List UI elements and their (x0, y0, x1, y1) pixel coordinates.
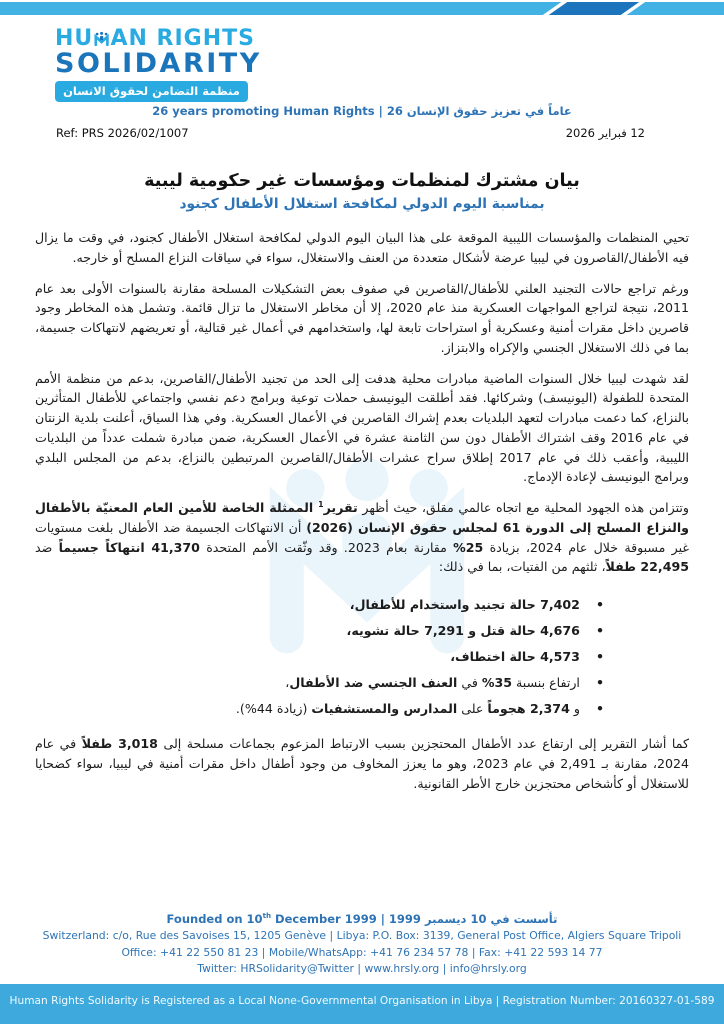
logo-text-hu: HU (55, 26, 94, 51)
reference-number: Ref: PRS 2026/02/1007 (56, 126, 189, 140)
title-block (0, 170, 724, 214)
list-item-recruitment: • 7,402 حالة تجنيد واستخدام للأطفال، (35, 592, 604, 618)
org-logo (55, 26, 262, 102)
bullet-icon: • (595, 648, 604, 664)
bullet-icon: • (595, 674, 604, 690)
logo-wordmark-human-rights (55, 27, 255, 50)
paragraph-un-report: وتتزامن هذه الجهود المحلية مع اتجاه عالمي مقلق، حيث أظهر تقرير$^1$ الممثلة الخاصة للأمين العام المعنيّة بالأطفال والنزاع المسلح إلى الدورة 61 لمجلس حقوق الإنسان (2026) أن الانتهاكات الجسيمة ضد الأطفال بلغت مستويات غير مسبوقة خلال عام 2024، بزيادة 25% مقارنة بعام 2023. وقد وثّقت الأمم المتحدة 41,370 انتهاكاً جسيماً ضد 22,495 طفلاً، ثلثهم من الفتيات، بما في ذلك: (35, 500, 689, 575)
registration-bar (0, 984, 724, 1024)
logo-text-an-rights: AN RIGHTS (110, 26, 255, 51)
logo-wordmark-solidarity: SOLIDARITY (55, 48, 262, 79)
paragraph-greeting: تحيي المنظمات والمؤسسات الليبية الموقعة على هذا البيان اليوم الدولي لمكافحة استغلال الأطفال كجنود، في وقت ما يزال فيه الأطفال/القاصرون في ليبيا عرضة لأشكال متعددة من العنف والاستغلال، سواء في سياقات النزاع المسلح أو خارجه. (35, 230, 689, 265)
statement-subtitle: بمناسبة اليوم الدولي لمكافحة استغلال الأطفال كجنود (179, 195, 545, 212)
reference-row (0, 126, 724, 144)
logo-arabic-band: منظمة التضامن لحقوق الانسان (55, 81, 248, 102)
list-item-sexual-violence: • ارتفاع بنسبة 35% في العنف الجنسي ضد الأطفال، (35, 670, 604, 696)
list-item-abduction: • 4,573 حالة اختطاف، (35, 644, 604, 670)
list-item-attacks-schools: • و 2,374 هجوماً على المدارس والمستشفيات (زيادة 44%). (35, 696, 604, 722)
address-line-3: Twitter: HRSolidarity@Twitter | www.hrsly.org | info@hrsly.org (197, 961, 527, 975)
violations-list (35, 592, 689, 721)
document-date: 12 فبراير 2026 (565, 126, 645, 140)
list-item-killing-maiming: • 4,676 حالة قتل و 7,291 حالة تشويه، (35, 618, 604, 644)
address-line-1: Switzerland: c/o, Rue des Savoises 15, 1205 Genève | Libya: P.O. Box: 3139, General Post Office, Algiers Square Tripoli (42, 929, 682, 943)
paragraph-local-initiatives: لقد شهدت ليبيا خلال السنوات الماضية مبادرات محلية هدفت إلى الحد من تجنيد الأطفال/القاصرين، بدعم من منظمة الأمم المتحدة للطفولة (اليونيسف) وشركائها. فقد أطلقت اليونيسف حملات توعية وبرامج دعم نفسي واجتماعي للأطفال المتأثرين بالنزاع، كما دعمت مبادرات لتعهد البلديات بعدم إشراك القاصرين في الأعمال العسكرية. وفي هذا السياق، أعلنت بلدية الزنتان في عام 2016 وقف اشتراك الأطفال دون سن الثامنة عشرة في الأعمال العسكرية، ضمن مبادرة شملت عدداً من البلديات الليبية، وأعقب ذلك في عام 2017 إطلاق سراح عشرات الأطفال/القاصرين المرتبطين بالنزاع، بدعم من المجلس البلدي وبرامج اليونيسف لإعادة الإدماج. (35, 370, 690, 485)
paragraph-detained-children: كما أشار التقرير إلى ارتفاع عدد الأطفال المحتجزين بسبب الارتباط المزعوم بجماعات مسلحة إلى 3,018 طفلاً في عام 2024، مقارنة بـ 2,491 في عام 2023، وهو ما يعزز المخاوف من وجود أطفال داخل مقرات أمنية في ليبيا، سواء كضحايا للاستغلال أو كأشخاص محتجزين خارج الأطر القانونية. (35, 736, 689, 791)
bullet-icon: • (595, 597, 604, 613)
statement-title: بيان مشترك لمنظمات ومؤسسات غير حكومية ليبية (144, 171, 580, 191)
people-m-icon (94, 27, 109, 50)
statement-body (35, 228, 689, 805)
bullet-icon: • (595, 623, 604, 639)
address-line-2: Office: +41 22 550 81 23 | Mobile/WhatsApp: +41 76 234 57 78 | Fax: +41 22 593 14 77 (121, 945, 603, 959)
anniversary-tagline: 26 years promoting Human Rights | 26 عاماً في تعزيز حقوق الإنسان (152, 104, 572, 118)
top-accent-bar (0, 2, 724, 15)
footer (0, 911, 724, 1024)
bullet-icon: • (595, 700, 604, 716)
founded-line: Founded on 10th December 1999 | تأسست في 10 ديسمبر 1999 (166, 910, 558, 926)
registration-text: Human Rights Solidarity is Registered as a Local None-Governmental Organisation in Libya | Registration Number: 20160327-01-589 (9, 995, 715, 1007)
paragraph-recruitment-decline: ورغم تراجع حالات التجنيد العلني للأطفال/القاصرين في صفوف بعض التشكيلات المسلحة مقارنة بالسنوات الأولى بعد عام 2011، نتيجة لتراجع المواجهات العسكرية منذ عام 2020، إلا أن مخاطر الاستغلال ما تزال قائمة. وتشمل هذه المخاطر وجود قاصرين داخل مقرات أمنية وعسكرية أو استراحات تابعة لها، واستخدامهم في أعمال غير قتالية، أو تعريضهم لانتهاكات جسيمة، بما في ذلك الاستغلال الجنسي والإكراه والابتزاز. (35, 280, 689, 355)
top-bar-parallelogram-accent (543, 2, 646, 15)
